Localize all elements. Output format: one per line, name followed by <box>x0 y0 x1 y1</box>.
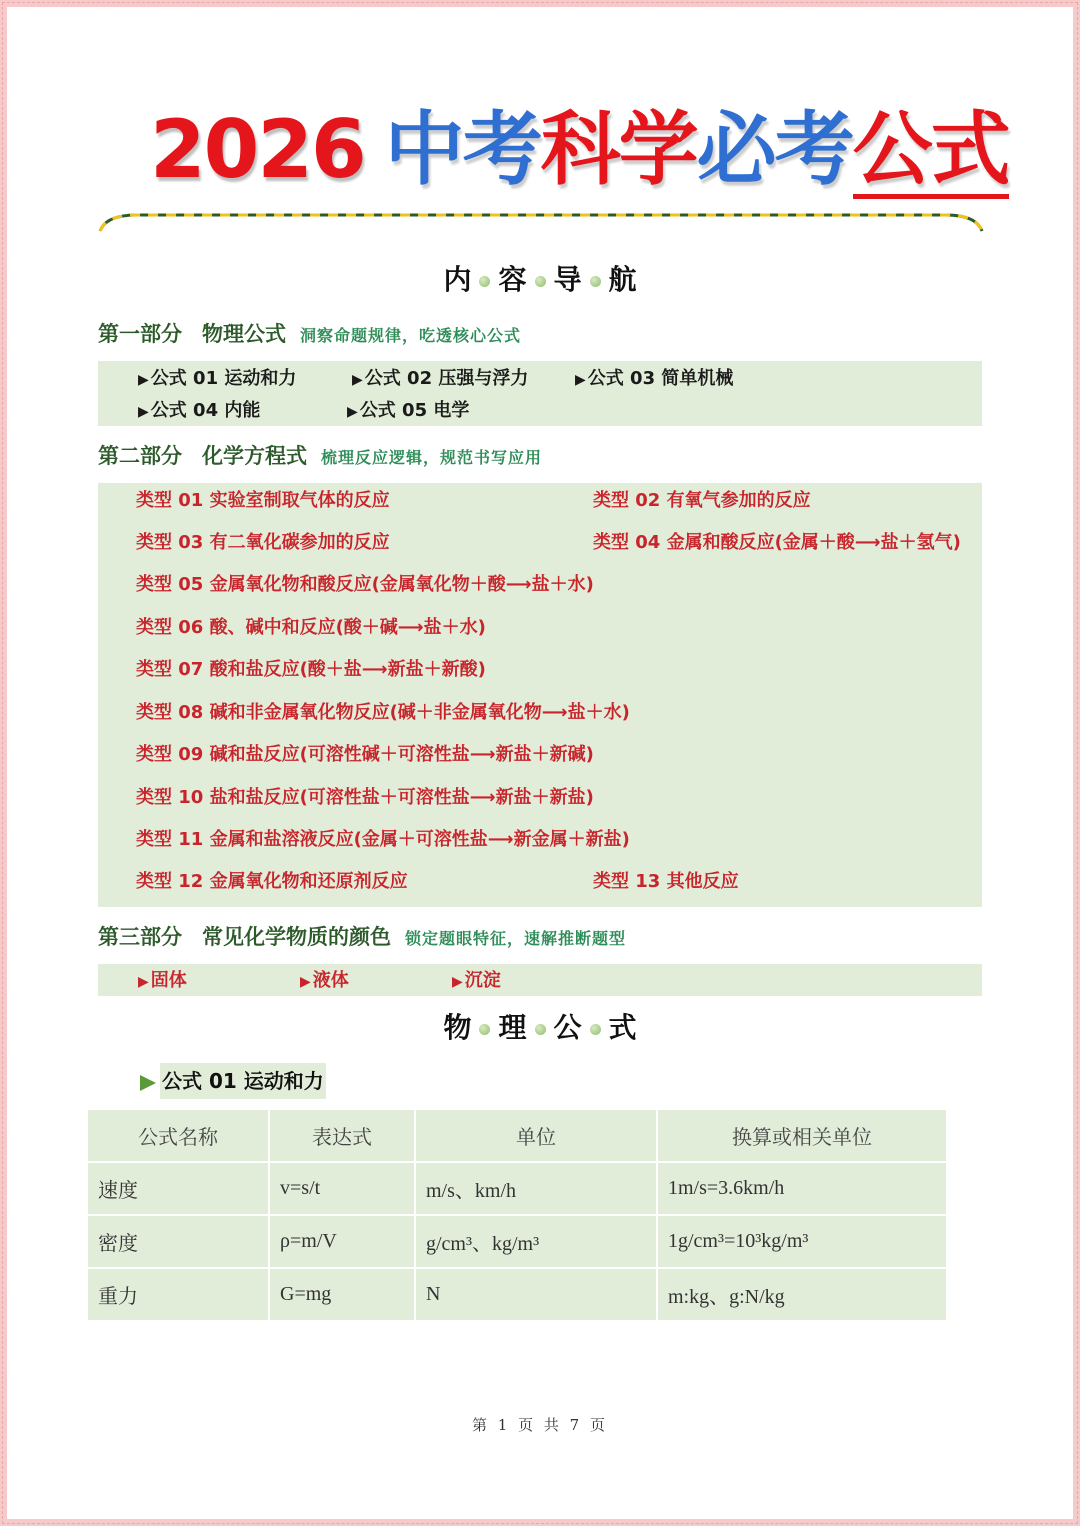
formula-table <box>88 1110 948 1322</box>
part3-heading <box>98 922 626 952</box>
toc-link[interactable]: 类型 08 碱和非金属氧化物反应(碱＋非金属氧化物⟶盐＋水) <box>136 702 630 723</box>
physics-heading <box>340 1006 740 1050</box>
table-cell: 重力 <box>88 1268 269 1321</box>
table-cell: ρ=m/V <box>269 1215 415 1268</box>
dot-icon <box>535 276 546 287</box>
table-row <box>88 1215 947 1268</box>
arrow-icon: ▶ <box>138 372 149 388</box>
title-divider <box>96 205 986 245</box>
arrow-icon: ▶ <box>347 404 358 420</box>
table-cell: 1m/s=3.6km/h <box>657 1162 947 1215</box>
table-header: 公式名称 <box>88 1110 269 1162</box>
toc-link[interactable]: ▶ 公式 04 内能 <box>138 397 260 425</box>
part2-subtitle: 梳理反应逻辑，规范书写应用 <box>321 448 543 467</box>
page-title <box>150 100 1009 200</box>
part3-name: 常见化学物质的颜色 <box>202 925 391 949</box>
part1-heading <box>98 319 521 349</box>
toc-link[interactable]: ▶ 液体 <box>300 967 349 995</box>
toc-link[interactable]: 类型 03 有二氧化碳参加的反应 <box>136 532 390 553</box>
toc-link[interactable]: ▶ 公式 03 简单机械 <box>575 365 733 393</box>
physics-char: 理 <box>498 1011 527 1044</box>
formula-heading <box>140 1063 326 1099</box>
part2-label: 第二部分 <box>98 444 182 468</box>
dot-icon <box>479 1024 490 1035</box>
toc-link[interactable]: ▶ 沉淀 <box>452 967 501 995</box>
nav-heading <box>340 258 740 302</box>
dot-icon <box>535 1024 546 1035</box>
page-footer: 第 1 页 共 7 页 <box>472 1416 608 1434</box>
part1-subtitle: 洞察命题规律，吃透核心公式 <box>300 326 522 345</box>
part3-subtitle: 锁定题眼特征，速解推断题型 <box>405 929 627 948</box>
toc-link[interactable]: 类型 02 有氧气参加的反应 <box>593 490 811 511</box>
formula-heading-label: 公式 01 运动和力 <box>160 1063 326 1099</box>
part2-heading <box>98 441 542 471</box>
toc-link[interactable]: 类型 13 其他反应 <box>593 871 739 892</box>
nav-char: 内 <box>443 263 472 296</box>
table-cell: m/s、km/h <box>415 1162 657 1215</box>
part1-name: 物理公式 <box>202 322 286 346</box>
dot-icon <box>479 276 490 287</box>
table-header: 换算或相关单位 <box>657 1110 947 1162</box>
physics-char: 物 <box>443 1011 472 1044</box>
toc-link[interactable]: ▶ 公式 02 压强与浮力 <box>352 365 528 393</box>
toc-link[interactable]: 类型 12 金属氧化物和还原剂反应 <box>136 871 408 892</box>
title-year: 2026 <box>150 103 365 196</box>
toc-link[interactable]: 类型 11 金属和盐溶液反应(金属＋可溶性盐⟶新金属＋新盐) <box>136 829 630 850</box>
arrow-icon: ▶ <box>138 974 149 990</box>
toc-link[interactable]: 类型 10 盐和盐反应(可溶性盐＋可溶性盐⟶新盐＋新盐) <box>136 787 594 808</box>
table-cell: m:kg、g:N/kg <box>657 1268 947 1321</box>
title-part-3: 必考 <box>696 103 853 196</box>
triangle-icon <box>140 1075 156 1091</box>
part2-name: 化学方程式 <box>202 444 307 468</box>
nav-char: 航 <box>608 263 637 296</box>
toc-link[interactable]: 类型 07 酸和盐反应(酸＋盐⟶新盐＋新酸) <box>136 659 486 680</box>
arrow-icon: ▶ <box>575 372 586 388</box>
toc-link[interactable]: 类型 04 金属和酸反应(金属＋酸⟶盐＋氢气) <box>593 532 961 553</box>
nav-char: 导 <box>553 263 582 296</box>
title-part-4: 公式 <box>853 106 1009 199</box>
table-row <box>88 1268 947 1321</box>
toc-link[interactable]: ▶ 公式 01 运动和力 <box>138 365 296 393</box>
table-cell: N <box>415 1268 657 1321</box>
toc-link[interactable]: 类型 01 实验室制取气体的反应 <box>136 490 390 511</box>
part3-label: 第三部分 <box>98 925 182 949</box>
toc-link[interactable]: ▶ 固体 <box>138 967 187 995</box>
arrow-icon: ▶ <box>300 974 311 990</box>
dot-icon <box>590 1024 601 1035</box>
title-part-2: 科学 <box>540 103 697 196</box>
nav-char: 容 <box>498 263 527 296</box>
part1-label: 第一部分 <box>98 322 182 346</box>
toc-link[interactable]: 类型 05 金属氧化物和酸反应(金属氧化物＋酸⟶盐＋水) <box>136 574 594 595</box>
toc-link[interactable]: 类型 06 酸、碱中和反应(酸＋碱⟶盐＋水) <box>136 617 486 638</box>
table-header-row <box>88 1110 947 1162</box>
table-cell: 1g/cm³=10³kg/m³ <box>657 1215 947 1268</box>
arrow-icon: ▶ <box>452 974 463 990</box>
table-cell: v=s/t <box>269 1162 415 1215</box>
table-cell: 密度 <box>88 1215 269 1268</box>
table-header: 表达式 <box>269 1110 415 1162</box>
table-cell: 速度 <box>88 1162 269 1215</box>
dot-icon <box>590 276 601 287</box>
table-cell: G=mg <box>269 1268 415 1321</box>
table-row <box>88 1162 947 1215</box>
physics-char: 公 <box>553 1011 582 1044</box>
arrow-icon: ▶ <box>352 372 363 388</box>
arrow-icon: ▶ <box>138 404 149 420</box>
physics-char: 式 <box>608 1011 637 1044</box>
title-part-1: 中考 <box>384 103 541 196</box>
toc-link[interactable]: 类型 09 碱和盐反应(可溶性碱＋可溶性盐⟶新盐＋新碱) <box>136 744 594 765</box>
table-cell: g/cm³、kg/m³ <box>415 1215 657 1268</box>
toc-link[interactable]: ▶ 公式 05 电学 <box>347 397 469 425</box>
part3-box <box>98 964 982 996</box>
table-header: 单位 <box>415 1110 657 1162</box>
